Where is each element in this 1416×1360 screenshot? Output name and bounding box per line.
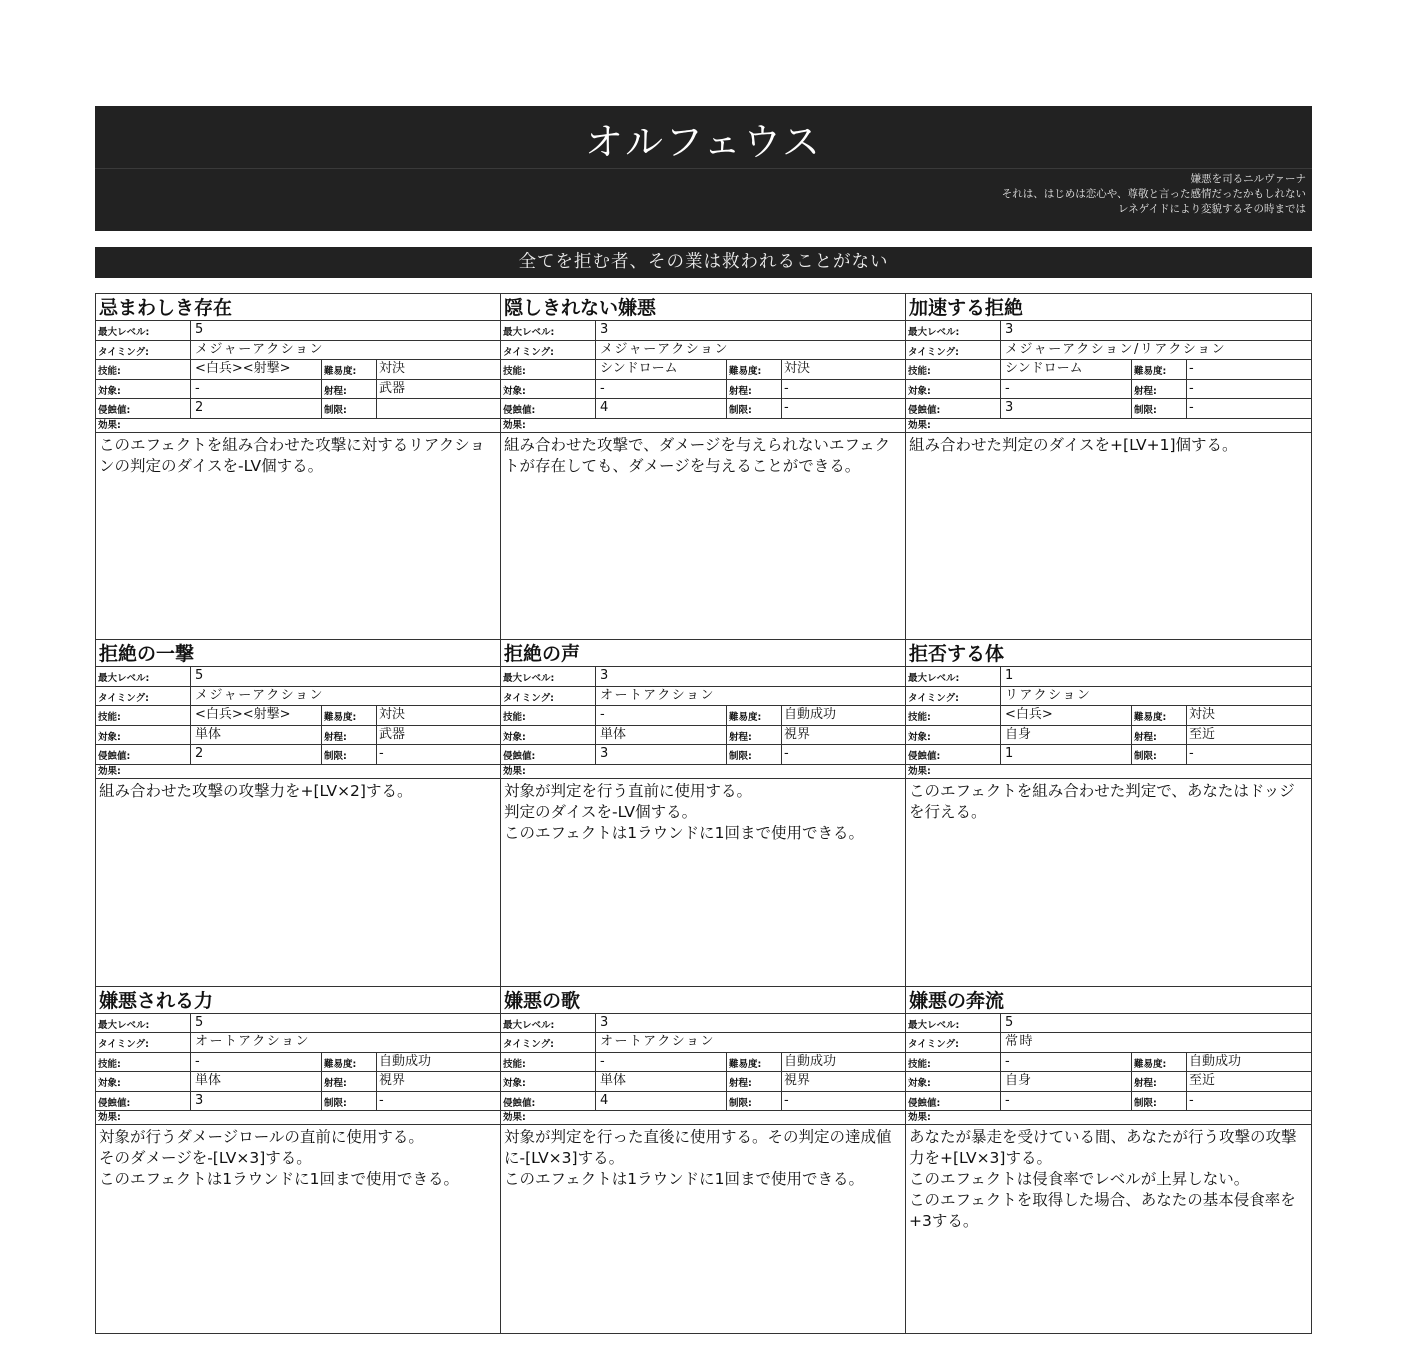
erosion-row bbox=[501, 745, 905, 765]
effect-line: 判定のダイスを-LV個する。 bbox=[504, 802, 698, 821]
timing-label: タイミング: bbox=[501, 341, 596, 360]
effect-line: このエフェクトを取得した場合、あなたの基本侵食率を+3する。 bbox=[909, 1191, 1296, 1231]
target-row bbox=[906, 380, 1311, 400]
max-level-value: 1 bbox=[1005, 668, 1014, 684]
range-value: 至近 bbox=[1189, 726, 1216, 742]
erosion-row bbox=[96, 745, 500, 765]
erosion-label: 侵蝕値: bbox=[906, 745, 1001, 764]
timing-value: メジャーアクション bbox=[195, 687, 324, 703]
difficulty-label: 難易度: bbox=[1132, 360, 1187, 379]
timing-label: タイミング: bbox=[501, 687, 596, 706]
erosion-value: 2 bbox=[191, 745, 322, 764]
target-label: 対象: bbox=[501, 1072, 596, 1091]
effect-description bbox=[96, 1125, 500, 1190]
target-row bbox=[501, 726, 905, 746]
max-level-value: 5 bbox=[195, 322, 204, 337]
difficulty-label: 難易度: bbox=[727, 706, 782, 725]
max-level-label: 最大レベル: bbox=[501, 1014, 596, 1033]
skill-label: 技能: bbox=[906, 1053, 1001, 1072]
timing-label: タイミング: bbox=[906, 341, 1001, 360]
timing-value: 常時 bbox=[1005, 1034, 1035, 1050]
erosion-row bbox=[501, 1092, 905, 1112]
difficulty-label: 難易度: bbox=[1132, 706, 1187, 725]
effect-line: 組み合わせた判定のダイスを+[LV+1]個する。 bbox=[909, 435, 1238, 454]
effect-description bbox=[501, 433, 905, 477]
range-value: - bbox=[784, 380, 789, 396]
effect-description bbox=[906, 1125, 1311, 1232]
lore-line: レネゲイドにより変貌するその時までは bbox=[1118, 203, 1306, 215]
erosion-label: 侵蝕値: bbox=[96, 745, 191, 764]
skill-value: - bbox=[191, 1053, 322, 1072]
limit-value: - bbox=[379, 1092, 384, 1108]
effect-description bbox=[906, 779, 1311, 823]
max-level-row bbox=[906, 321, 1311, 341]
skill-row bbox=[501, 706, 905, 726]
effect-description bbox=[96, 779, 500, 802]
erosion-label: 侵蝕値: bbox=[96, 1092, 191, 1111]
target-label: 対象: bbox=[96, 380, 191, 399]
range-value: 武器 bbox=[379, 726, 406, 742]
erosion-row bbox=[906, 1092, 1311, 1112]
skill-label: 技能: bbox=[96, 706, 191, 725]
effect-card bbox=[501, 294, 906, 640]
erosion-value: 1 bbox=[1001, 745, 1132, 764]
limit-value: - bbox=[1189, 400, 1194, 415]
effect-line: 組み合わせた攻撃で、ダメージを与えられないエフェクトが存在しても、ダメージを与えることができる。 bbox=[504, 435, 891, 475]
effect-line: このエフェクトを組み合わせた判定で、あなたはドッジを行える。 bbox=[909, 781, 1295, 821]
limit-label: 制限: bbox=[322, 399, 377, 418]
timing-row bbox=[501, 341, 905, 361]
difficulty-value: 対決 bbox=[1189, 707, 1216, 723]
timing-label: タイミング: bbox=[96, 341, 191, 360]
page-title: オルフェウス bbox=[585, 120, 822, 164]
skill-value: <白兵><射撃> bbox=[191, 706, 322, 725]
target-value: 単体 bbox=[191, 726, 322, 745]
target-row bbox=[501, 1072, 905, 1092]
effect-label: 効果: bbox=[906, 419, 1311, 433]
limit-value: - bbox=[784, 746, 789, 762]
effect-name: 嫌悪の奔流 bbox=[906, 987, 1311, 1014]
subtitle-banner: 全てを拒む者、その業は救われることがない bbox=[95, 247, 1312, 278]
timing-value: メジャーアクション/リアクション bbox=[1005, 341, 1227, 357]
effect-card bbox=[96, 640, 501, 986]
erosion-row bbox=[501, 399, 905, 419]
lore-line: 嫌悪を司るニルヴァーナ bbox=[1190, 173, 1306, 185]
difficulty-label: 難易度: bbox=[322, 1053, 377, 1072]
effect-card bbox=[906, 294, 1311, 640]
title-divider bbox=[95, 168, 1312, 169]
erosion-label: 侵蝕値: bbox=[501, 1092, 596, 1111]
skill-value: - bbox=[596, 706, 727, 725]
effect-label: 効果: bbox=[501, 1111, 905, 1125]
target-value: - bbox=[1001, 380, 1132, 399]
timing-value: メジャーアクション bbox=[600, 341, 729, 357]
timing-value: オートアクション bbox=[600, 1034, 715, 1050]
range-label: 射程: bbox=[322, 726, 377, 745]
effect-label: 効果: bbox=[96, 1111, 500, 1125]
max-level-row bbox=[906, 667, 1311, 687]
range-label: 射程: bbox=[1132, 1072, 1187, 1091]
skill-row bbox=[906, 360, 1311, 380]
lore-line: それは、はじめは恋心や、尊敬と言った感情だったかもしれない bbox=[1001, 188, 1306, 200]
target-value: 単体 bbox=[596, 1072, 727, 1091]
max-level-label: 最大レベル: bbox=[501, 321, 596, 340]
range-value: 視界 bbox=[379, 1073, 406, 1089]
timing-row bbox=[906, 1033, 1311, 1053]
limit-value: - bbox=[784, 1092, 789, 1108]
skill-row bbox=[906, 706, 1311, 726]
difficulty-label: 難易度: bbox=[1132, 1053, 1187, 1072]
difficulty-value: 自動成功 bbox=[379, 1053, 432, 1069]
erosion-value: 4 bbox=[596, 1092, 727, 1111]
skill-row bbox=[96, 1053, 500, 1073]
skill-label: 技能: bbox=[501, 706, 596, 725]
timing-value: オートアクション bbox=[195, 1034, 310, 1050]
difficulty-label: 難易度: bbox=[727, 1053, 782, 1072]
timing-row bbox=[501, 687, 905, 707]
timing-value: オートアクション bbox=[600, 687, 715, 703]
max-level-label: 最大レベル: bbox=[501, 667, 596, 686]
target-row bbox=[906, 1072, 1311, 1092]
effect-description bbox=[906, 433, 1311, 456]
range-value: 視界 bbox=[784, 726, 811, 742]
target-value: 単体 bbox=[191, 1072, 322, 1091]
skill-value: シンドローム bbox=[596, 360, 727, 379]
range-label: 射程: bbox=[1132, 380, 1187, 399]
range-label: 射程: bbox=[727, 1072, 782, 1091]
effect-line: 対象が判定を行う直前に使用する。 bbox=[504, 781, 753, 800]
max-level-row bbox=[96, 321, 500, 341]
range-label: 射程: bbox=[322, 1072, 377, 1091]
max-level-row bbox=[96, 667, 500, 687]
max-level-value: 5 bbox=[1005, 1014, 1014, 1030]
max-level-label: 最大レベル: bbox=[906, 1014, 1001, 1033]
target-label: 対象: bbox=[96, 726, 191, 745]
range-label: 射程: bbox=[727, 726, 782, 745]
erosion-label: 侵蝕値: bbox=[906, 399, 1001, 418]
max-level-value: 3 bbox=[600, 1014, 609, 1030]
effect-line: そのダメージを-[LV×3]する。 bbox=[99, 1149, 312, 1168]
effect-line: 対象が行うダメージロールの直前に使用する。 bbox=[99, 1128, 424, 1147]
target-row bbox=[96, 1072, 500, 1092]
effect-card bbox=[96, 294, 501, 640]
range-value: 視界 bbox=[784, 1073, 811, 1089]
effect-name: 隠しきれない嫌悪 bbox=[501, 294, 905, 321]
range-value: - bbox=[1189, 380, 1194, 396]
target-label: 対象: bbox=[906, 380, 1001, 399]
effect-name: 拒絶の一撃 bbox=[96, 640, 500, 667]
effect-name: 忌まわしき存在 bbox=[96, 294, 500, 321]
target-value: 自身 bbox=[1001, 1072, 1132, 1091]
timing-row bbox=[96, 687, 500, 707]
erosion-value: - bbox=[1001, 1092, 1132, 1111]
limit-label: 制限: bbox=[727, 399, 782, 418]
effect-card bbox=[501, 640, 906, 986]
effect-label: 効果: bbox=[96, 419, 500, 433]
erosion-value: 3 bbox=[1001, 399, 1132, 418]
erosion-row bbox=[96, 399, 500, 419]
effects-grid bbox=[95, 293, 1312, 1334]
difficulty-value: 対決 bbox=[379, 707, 406, 723]
difficulty-label: 難易度: bbox=[322, 706, 377, 725]
skill-value: <白兵> bbox=[1001, 706, 1132, 725]
range-value: 武器 bbox=[379, 380, 406, 396]
erosion-row bbox=[906, 745, 1311, 765]
timing-label: タイミング: bbox=[906, 687, 1001, 706]
limit-label: 制限: bbox=[1132, 399, 1187, 418]
timing-row bbox=[96, 341, 500, 361]
effect-name: 嫌悪される力 bbox=[96, 987, 500, 1014]
effect-name: 拒否する体 bbox=[906, 640, 1311, 667]
timing-label: タイミング: bbox=[96, 1033, 191, 1052]
max-level-row bbox=[501, 1014, 905, 1034]
skill-label: 技能: bbox=[501, 360, 596, 379]
difficulty-value: 対決 bbox=[379, 361, 406, 376]
limit-value bbox=[377, 399, 500, 418]
effect-description bbox=[96, 433, 500, 477]
limit-label: 制限: bbox=[727, 745, 782, 764]
limit-value: - bbox=[1189, 746, 1194, 762]
target-label: 対象: bbox=[906, 1072, 1001, 1091]
target-row bbox=[501, 380, 905, 400]
effect-label: 効果: bbox=[906, 765, 1311, 779]
erosion-value: 4 bbox=[596, 399, 727, 418]
effect-label: 効果: bbox=[96, 765, 500, 779]
limit-label: 制限: bbox=[1132, 745, 1187, 764]
difficulty-value: 自動成功 bbox=[1189, 1053, 1242, 1069]
max-level-value: 3 bbox=[1005, 322, 1014, 337]
erosion-value: 3 bbox=[596, 745, 727, 764]
target-value: 単体 bbox=[596, 726, 727, 745]
difficulty-value: 自動成功 bbox=[784, 707, 837, 723]
range-label: 射程: bbox=[322, 380, 377, 399]
target-row bbox=[906, 726, 1311, 746]
limit-value: - bbox=[1189, 1092, 1194, 1108]
erosion-label: 侵蝕値: bbox=[501, 399, 596, 418]
target-row bbox=[96, 380, 500, 400]
max-level-value: 5 bbox=[195, 668, 204, 684]
skill-value: <白兵><射撃> bbox=[191, 360, 322, 379]
target-row bbox=[96, 726, 500, 746]
skill-label: 技能: bbox=[96, 1053, 191, 1072]
target-label: 対象: bbox=[501, 726, 596, 745]
skill-value: シンドローム bbox=[1001, 360, 1132, 379]
limit-label: 制限: bbox=[727, 1092, 782, 1111]
difficulty-label: 難易度: bbox=[322, 360, 377, 379]
limit-label: 制限: bbox=[322, 745, 377, 764]
effect-label: 効果: bbox=[501, 765, 905, 779]
skill-row bbox=[906, 1053, 1311, 1073]
range-label: 射程: bbox=[1132, 726, 1187, 745]
timing-row bbox=[96, 1033, 500, 1053]
timing-label: タイミング: bbox=[501, 1033, 596, 1052]
timing-value: リアクション bbox=[1005, 687, 1092, 703]
effect-card bbox=[96, 987, 501, 1333]
max-level-label: 最大レベル: bbox=[96, 667, 191, 686]
timing-row bbox=[501, 1033, 905, 1053]
header-banner bbox=[95, 106, 1312, 231]
effect-line: このエフェクトは1ラウンドに1回まで使用できる。 bbox=[504, 1170, 864, 1189]
difficulty-value: 対決 bbox=[784, 361, 811, 376]
erosion-value: 2 bbox=[191, 399, 322, 418]
difficulty-value: 自動成功 bbox=[784, 1053, 837, 1069]
effect-name: 拒絶の声 bbox=[501, 640, 905, 667]
max-level-label: 最大レベル: bbox=[96, 1014, 191, 1033]
erosion-label: 侵蝕値: bbox=[96, 399, 191, 418]
skill-row bbox=[96, 706, 500, 726]
max-level-label: 最大レベル: bbox=[906, 667, 1001, 686]
limit-value: - bbox=[379, 746, 384, 762]
target-label: 対象: bbox=[501, 380, 596, 399]
effect-line: 組み合わせた攻撃の攻撃力を+[LV×2]する。 bbox=[99, 781, 413, 800]
max-level-value: 5 bbox=[195, 1014, 204, 1030]
effect-description bbox=[501, 779, 905, 844]
target-value: 自身 bbox=[1001, 726, 1132, 745]
max-level-value: 3 bbox=[600, 668, 609, 684]
max-level-value: 3 bbox=[600, 322, 609, 337]
max-level-label: 最大レベル: bbox=[906, 321, 1001, 340]
effect-line: あなたが暴走を受けている間、あなたが行う攻撃の攻撃力を+[LV×3]する。 bbox=[909, 1128, 1297, 1168]
skill-row bbox=[501, 360, 905, 380]
target-value: - bbox=[596, 380, 727, 399]
max-level-row bbox=[501, 667, 905, 687]
max-level-label: 最大レベル: bbox=[96, 321, 191, 340]
effect-name: 加速する拒絶 bbox=[906, 294, 1311, 321]
range-label: 射程: bbox=[727, 380, 782, 399]
erosion-label: 侵蝕値: bbox=[501, 745, 596, 764]
skill-label: 技能: bbox=[906, 706, 1001, 725]
timing-row bbox=[906, 687, 1311, 707]
difficulty-label: 難易度: bbox=[727, 360, 782, 379]
skill-row bbox=[501, 1053, 905, 1073]
timing-value: メジャーアクション bbox=[195, 341, 324, 357]
effect-line: このエフェクトは侵食率でレベルが上昇しない。 bbox=[909, 1170, 1250, 1189]
limit-label: 制限: bbox=[322, 1092, 377, 1111]
effect-description bbox=[501, 1125, 905, 1190]
skill-label: 技能: bbox=[501, 1053, 596, 1072]
erosion-row bbox=[96, 1092, 500, 1112]
erosion-row bbox=[906, 399, 1311, 419]
effect-card bbox=[501, 987, 906, 1333]
skill-value: - bbox=[1001, 1053, 1132, 1072]
skill-row bbox=[96, 360, 500, 380]
limit-value: - bbox=[784, 400, 789, 415]
target-label: 対象: bbox=[906, 726, 1001, 745]
skill-label: 技能: bbox=[96, 360, 191, 379]
effect-card bbox=[906, 640, 1311, 986]
max-level-row bbox=[96, 1014, 500, 1034]
effect-label: 効果: bbox=[501, 419, 905, 433]
effect-card bbox=[906, 987, 1311, 1333]
max-level-row bbox=[906, 1014, 1311, 1034]
effect-name: 嫌悪の歌 bbox=[501, 987, 905, 1014]
difficulty-value: - bbox=[1189, 361, 1194, 376]
effect-label: 効果: bbox=[906, 1111, 1311, 1125]
effect-line: 対象が判定を行った直後に使用する。その判定の達成値に-[LV×3]する。 bbox=[504, 1128, 892, 1168]
target-value: - bbox=[191, 380, 322, 399]
timing-label: タイミング: bbox=[96, 687, 191, 706]
lore-text bbox=[1002, 172, 1306, 217]
timing-label: タイミング: bbox=[906, 1033, 1001, 1052]
erosion-label: 侵蝕値: bbox=[906, 1092, 1001, 1111]
max-level-row bbox=[501, 321, 905, 341]
erosion-value: 3 bbox=[191, 1092, 322, 1111]
skill-value: - bbox=[596, 1053, 727, 1072]
effect-line: このエフェクトは1ラウンドに1回まで使用できる。 bbox=[99, 1170, 459, 1189]
target-label: 対象: bbox=[96, 1072, 191, 1091]
effect-line: このエフェクトは1ラウンドに1回まで使用できる。 bbox=[504, 823, 864, 842]
timing-row bbox=[906, 341, 1311, 361]
range-value: 至近 bbox=[1189, 1073, 1216, 1089]
effect-line: このエフェクトを組み合わせた攻撃に対するリアクションの判定のダイスを-LV個する。 bbox=[99, 435, 485, 475]
skill-label: 技能: bbox=[906, 360, 1001, 379]
limit-label: 制限: bbox=[1132, 1092, 1187, 1111]
